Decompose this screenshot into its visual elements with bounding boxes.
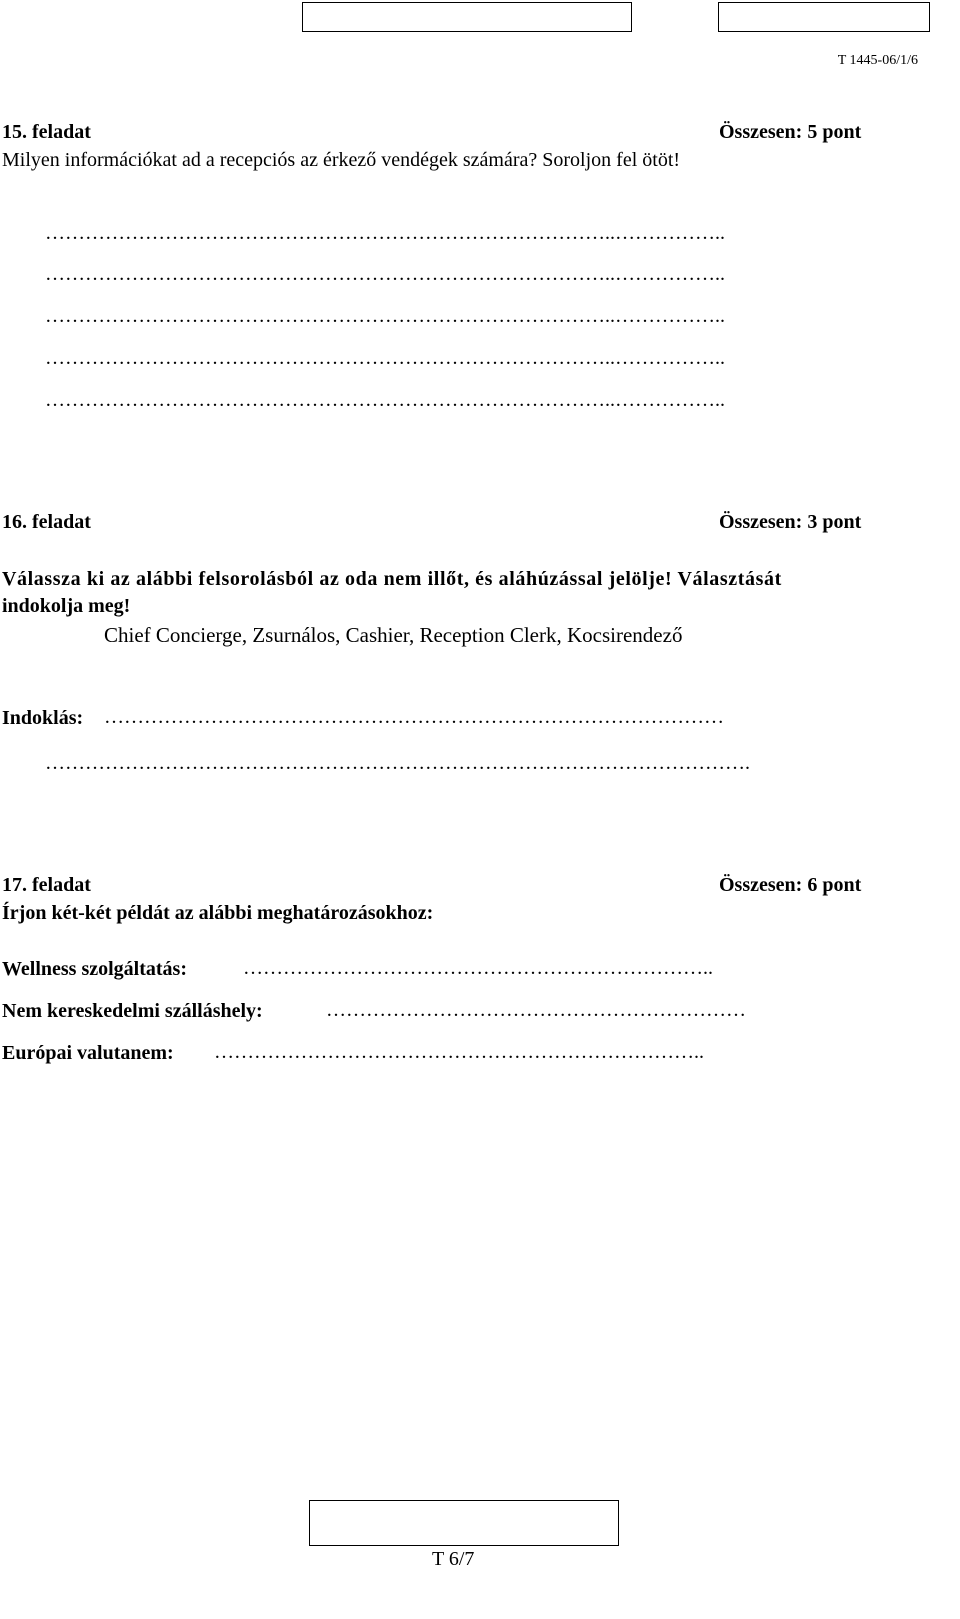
document-code: T 1445-06/1/6 [837, 53, 918, 68]
score-box-left [302, 2, 632, 32]
task17-item-line-2[interactable]: ……………………………………………………… [326, 999, 746, 1021]
task15-answer-line-3[interactable]: …………………………………………………………………………..…………….. [45, 305, 725, 327]
task16-instruction-line2: indokolja meg! [2, 595, 131, 617]
score-box-right [718, 2, 930, 32]
task15-points: Összesen: 5 pont [719, 121, 862, 143]
task17-item-label-1: Wellness szolgáltatás: [2, 958, 187, 980]
page-number: T 6/7 [432, 1548, 475, 1570]
task15-answer-line-4[interactable]: …………………………………………………………………………..…………….. [45, 347, 725, 369]
task17-item-line-1[interactable]: …………………………………………………………….. [243, 957, 713, 979]
task16-options: Chief Concierge, Zsurnálos, Cashier, Reception Clerk, Kocsirendező [104, 623, 683, 647]
task16-reason-label: Indoklás: [2, 707, 84, 729]
task17-points: Összesen: 6 pont [719, 874, 862, 896]
task17-title: 17. feladat [2, 874, 91, 896]
footer-score-box [309, 1500, 619, 1546]
task16-instruction-line1: Válassza ki az alábbi felsorolásból az oda nem illőt, és aláhúzással jelölje! Választását [2, 568, 782, 590]
task17-item-label-3: Európai valutanem: [2, 1042, 174, 1064]
task16-reason-line-2[interactable]: ……………………………………………………………………………………………. [45, 752, 750, 774]
task16-title: 16. feladat [2, 511, 91, 533]
task17-instruction: Írjon két-két példát az alábbi meghatározásokhoz: [2, 902, 434, 924]
task16-points: Összesen: 3 pont [719, 511, 862, 533]
task16-reason-line-1[interactable]: ………………………………………………………………………………… [104, 706, 724, 728]
task15-title: 15. feladat [2, 121, 91, 143]
task17-item-line-3[interactable]: ……………………………………………………………….. [214, 1041, 704, 1063]
task15-question: Milyen információkat ad a recepciós az érkező vendégek számára? Soroljon fel ötöt! [2, 149, 681, 171]
task15-answer-line-1[interactable]: …………………………………………………………………………..…………….. [45, 222, 725, 244]
task15-answer-line-5[interactable]: …………………………………………………………………………..…………….. [45, 389, 725, 411]
task15-answer-line-2[interactable]: …………………………………………………………………………..…………….. [45, 263, 725, 285]
task17-item-label-2: Nem kereskedelmi szálláshely: [2, 1000, 263, 1022]
